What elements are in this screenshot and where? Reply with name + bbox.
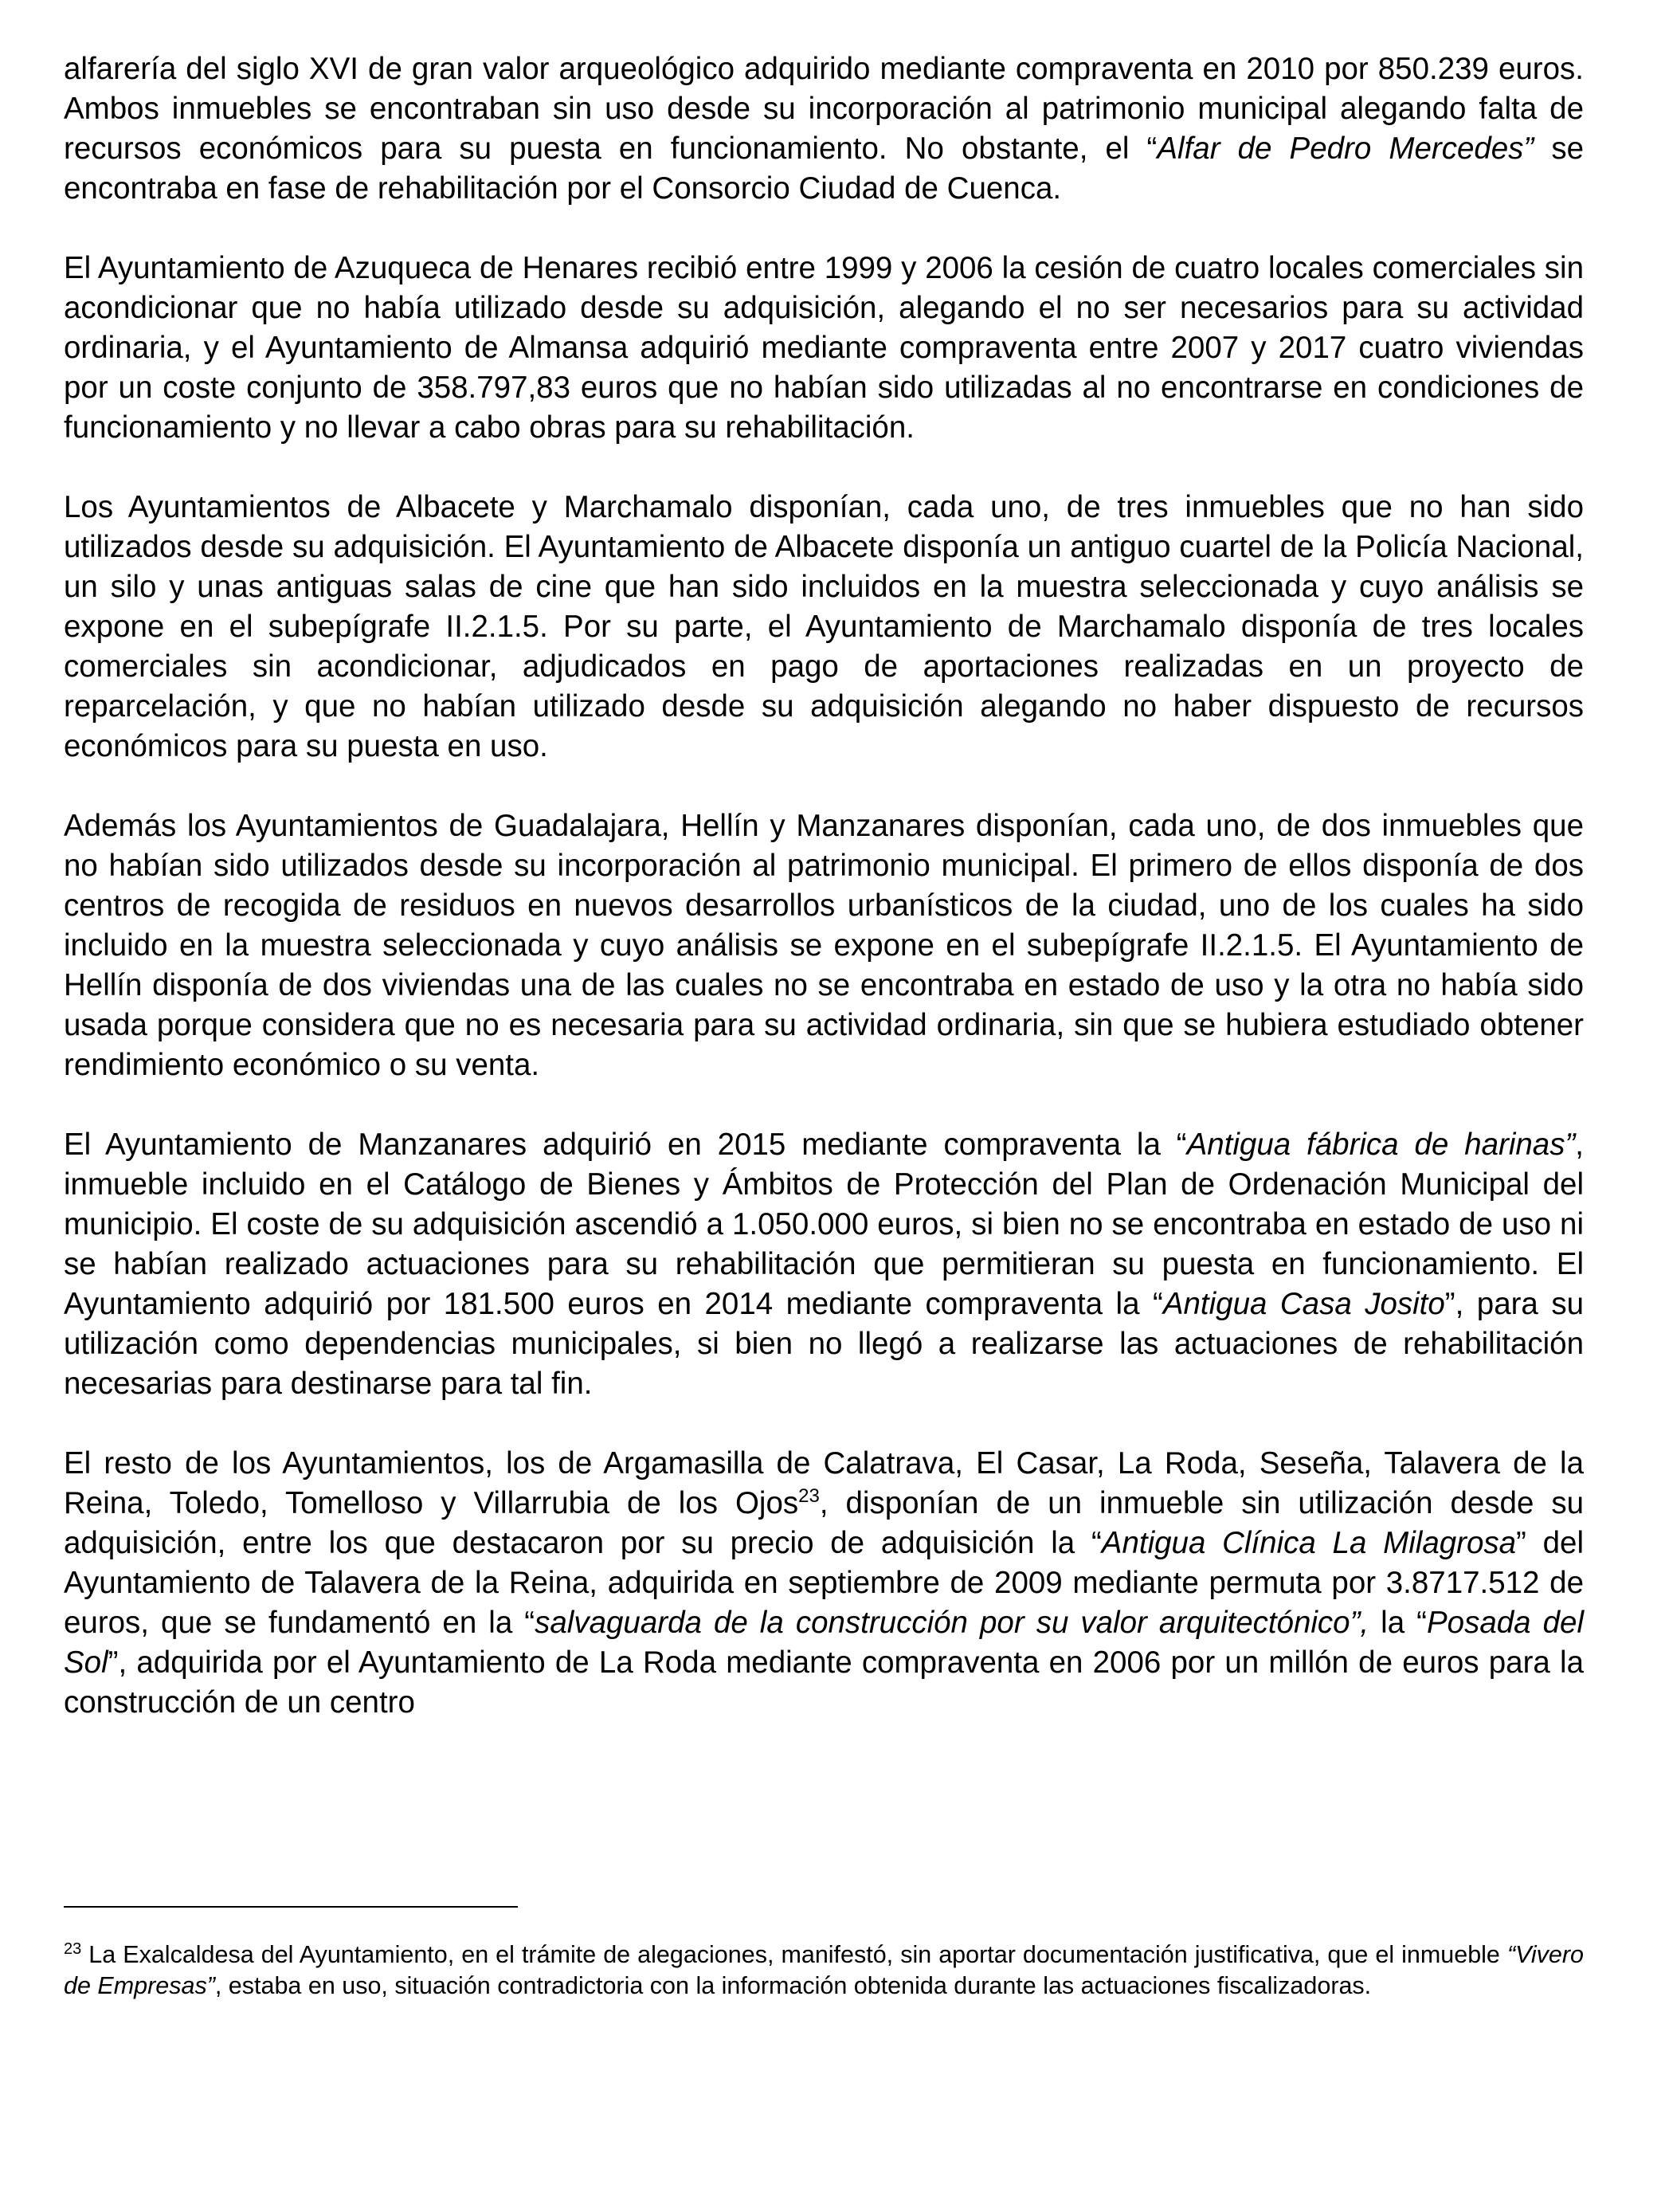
text-run: alfarería del siglo XVI de gran valor arqueológico adquirido mediante compraventa en 2010 por 850.239 euros. Ambos inmuebles se encontraban sin uso desde su incorporación al patrimonio municipal alegando falta de recursos económicos para su puesta en funcionamiento. No obstante, el “ <box>64 52 1584 166</box>
footnote-reference: 23 <box>64 1939 82 1958</box>
italic-text: “Vivero de Empresas” <box>64 1941 1584 1999</box>
italic-text: salvaguarda de la construcción por su valor arquitectónico”, <box>535 1606 1369 1640</box>
paragraph <box>64 249 1584 448</box>
paragraph <box>64 1125 1584 1404</box>
text-run: Los Ayuntamientos de Albacete y Marchamalo disponían, cada uno, de tres inmuebles que no han sido utilizados desde su adquisición. El Ayuntamiento de Albacete disponía un antiguo cuartel de la Policía Nacional, un silo y unas antiguas salas de cine que han sido incluidos en la muestra seleccionada y cuyo análisis se expone en el subepígrafe II.2.1.5. Por su parte, el Ayuntamiento de Marchamalo disponía de tres locales comerciales sin acondicionar, adjudicados en pago de aportaciones realizadas en un proyecto de reparcelación, y que no habían utilizado desde su adquisición alegando no haber dispuesto de recursos económicos para su puesta en uso. <box>64 490 1584 763</box>
text-run: , inmueble incluido en el Catálogo de Bienes y Ámbitos de Protección del Plan de Ordenación Municipal del municipio. El coste de su adquisición ascendió a 1.050.000 euros, si bien no se encontraba en estado de uso ni se habían realizado actuaciones para su rehabilitación que permitieran su puesta en funcionamiento. El Ayuntamiento adquirió por 181.500 euros en 2014 mediante compraventa la “ <box>64 1128 1584 1321</box>
italic-text: Alfar de Pedro Mercedes” <box>1157 131 1534 166</box>
italic-text: Antigua fábrica de harinas” <box>1186 1128 1576 1162</box>
text-run: Además los Ayuntamientos de Guadalajara, Hellín y Manzanares disponían, cada uno, de dos inmuebles que no habían sido utilizados desde su incorporación al patrimonio municipal. El primero de ellos disponía de dos centros de recogida de residuos en nuevos desarrollos urbanísticos de la ciudad, uno de los cuales ha sido incluido en la muestra seleccionada y cuyo análisis se expone en el subepígrafe II.2.1.5. El Ayuntamiento de Hellín disponía de dos viviendas una de las cuales no se encontraba en estado de uso y la otra no había sido usada porque considera que no es necesaria para su actividad ordinaria, sin que se hubiera estudiado obtener rendimiento económico o su venta. <box>64 809 1584 1082</box>
paragraph <box>64 806 1584 1085</box>
text-run: ”, adquirida por el Ayuntamiento de La Roda mediante compraventa en 2006 por un millón de euros para la construcción de un centro <box>64 1645 1584 1720</box>
italic-text: Antigua Clínica La Milagrosa <box>1101 1526 1517 1560</box>
document-body <box>64 49 1584 1763</box>
footnote <box>64 1939 1584 2002</box>
paragraph <box>64 1444 1584 1723</box>
text-run: El resto de los Ayuntamientos, los de Argamasilla de Calatrava, El Casar, La Roda, Seseña, Talavera de la Reina, Toledo, Tomelloso y Villarrubia de los Ojos <box>64 1446 1584 1520</box>
text-run: La Exalcaldesa del Ayuntamiento, en el trámite de alegaciones, manifestó, sin aportar documentación justificativa, que el inmueble <box>81 1941 1507 1968</box>
footnote-reference: 23 <box>798 1485 820 1508</box>
text-run: , disponían de un inmueble sin utilización desde su adquisición, entre los que destacaron por su precio de adquisición la “ <box>64 1486 1584 1560</box>
text-run: se encontraba en fase de rehabilitación por el Consorcio Ciudad de Cuenca. <box>64 131 1585 206</box>
italic-text: Posada del Sol <box>64 1606 1584 1680</box>
text-run: la “ <box>1369 1606 1427 1640</box>
paragraph <box>64 488 1584 767</box>
paragraph <box>64 49 1584 209</box>
italic-text: Antigua Casa Josito <box>1162 1287 1445 1321</box>
text-run: ” del Ayuntamiento de Talavera de la Reina, adquirida en septiembre de 2009 mediante permuta por 3.8717.512 de euros, que se fundamentó en la “ <box>64 1526 1585 1640</box>
text-run: El Ayuntamiento de Manzanares adquirió en 2015 mediante compraventa la “ <box>64 1128 1187 1162</box>
text-run: El Ayuntamiento de Azuqueca de Henares recibió entre 1999 y 2006 la cesión de cuatro locales comerciales sin acondicionar que no había utilizado desde su adquisición, alegando el no ser necesarios para su actividad ordinaria, y el Ayuntamiento de Almansa adquirió mediante compraventa entre 2007 y 2017 cuatro viviendas por un coste conjunto de 358.797,83 euros que no habían sido utilizadas al no encontrarse en condiciones de funcionamiento y no llevar a cabo obras para su rehabilitación. <box>64 251 1584 445</box>
footnote-separator <box>64 1906 518 1908</box>
text-run: ”, para su utilización como dependencias municipales, si bien no llegó a realizarse las actuaciones de rehabilitación necesarias para destinarse para tal fin. <box>64 1287 1584 1401</box>
text-run: , estaba en uso, situación contradictoria con la información obtenida durante las actuaciones fiscalizadoras. <box>214 1972 1372 1999</box>
